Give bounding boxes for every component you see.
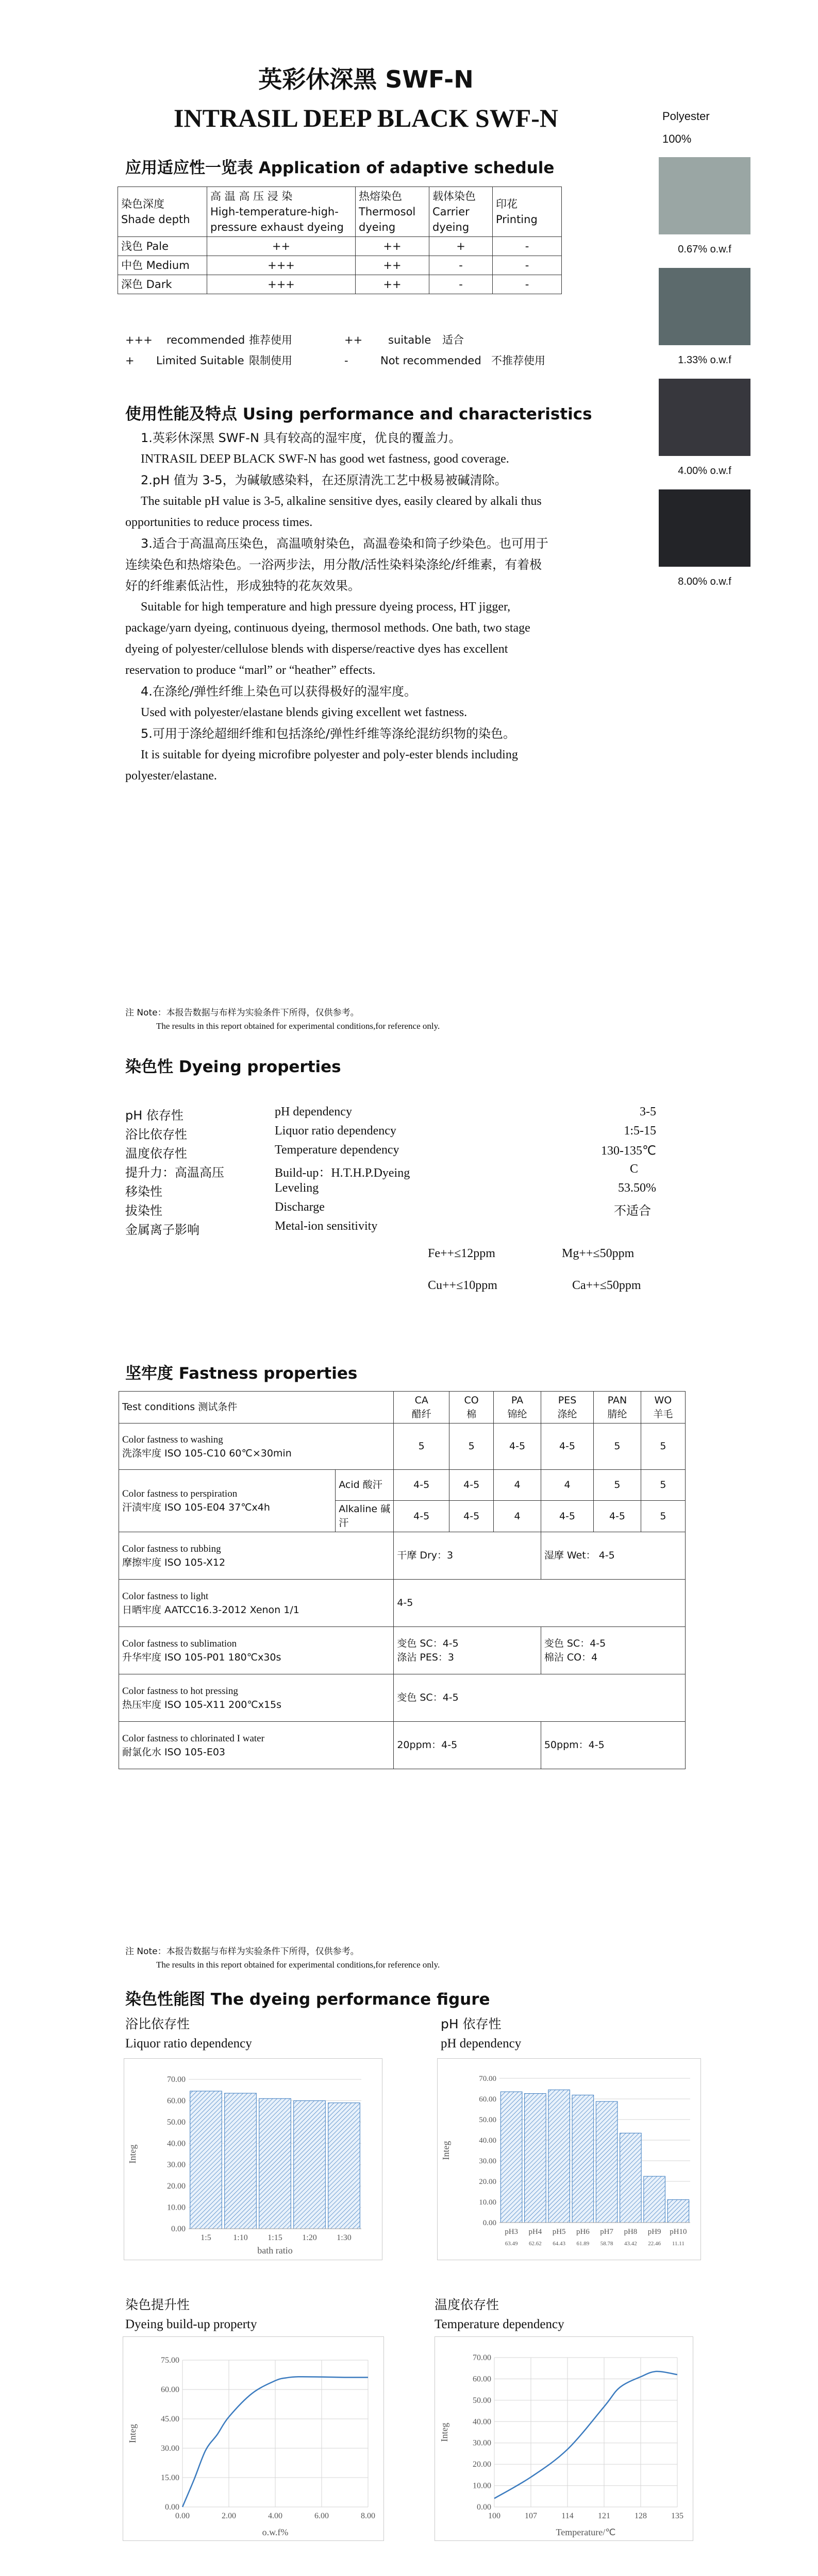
y-tick-label: 0.00 — [482, 2219, 496, 2227]
table-cell: Acid 酸汗 — [336, 1470, 394, 1501]
dyeing-heading: 染色性 Dyeing properties — [125, 1058, 341, 1076]
legend-row: + Limited Suitable 限制使用 - Not recommended 不推荐使用 — [125, 354, 545, 367]
swatch-4 — [659, 489, 750, 567]
schedule-header-row — [118, 187, 562, 237]
dyeing-row: 浴比依存性 Liquor ratio dependency 1:5-15 — [125, 1124, 656, 1142]
table-row — [118, 256, 562, 275]
table-row — [119, 1423, 686, 1470]
bar — [667, 2200, 689, 2223]
chart-ph-title: pH 依存性 pH dependency — [441, 2016, 522, 2050]
x-tick-label: 0.00 — [175, 2512, 190, 2520]
y-tick-label: 60.00 — [473, 2375, 491, 2384]
table-cell: - — [493, 237, 562, 256]
y-tick-label: 50.00 — [479, 2116, 496, 2124]
x-tick-label: pH6 — [576, 2228, 590, 2236]
table-cell: 变色 SC：4-5 棉沾 CO：4 — [541, 1627, 685, 1674]
chart-liquor-ratio — [124, 2058, 382, 2260]
table-cell: 4-5 — [394, 1501, 449, 1532]
bar — [620, 2133, 642, 2223]
table-row — [118, 237, 562, 256]
table-cell: 4-5 — [449, 1470, 494, 1501]
chart-buildup-title: 染色提升性 Dyeing build-up property — [125, 2297, 257, 2331]
y-tick-label: 50.00 — [473, 2396, 491, 2405]
x-tick-label: pH8 — [624, 2228, 638, 2236]
swatch-2-label: 1.33% o.w.f — [678, 354, 731, 366]
table-cell: PAN 腈纶 — [594, 1392, 641, 1423]
table-cell: 4 — [494, 1470, 541, 1501]
metal-cu: Cu++≤10ppm — [428, 1279, 497, 1292]
table-row — [118, 275, 562, 294]
table-cell: CO 棉 — [449, 1392, 494, 1423]
bar — [525, 2094, 546, 2223]
x-tick-label: 107 — [525, 2512, 537, 2520]
table-row — [119, 1580, 686, 1627]
metal-fe: Fe++≤12ppm — [428, 1247, 495, 1260]
table-row — [119, 1674, 686, 1722]
dyeing-row: pH 依存性 pH dependency 3-5 — [125, 1105, 656, 1123]
table-cell: - — [493, 256, 562, 275]
y-tick-label: 40.00 — [473, 2417, 491, 2427]
dyeing-row: 移染性 Leveling 53.50% — [125, 1181, 656, 1199]
swatch-heading-2: 100% — [662, 132, 692, 145]
metal-ca: Ca++≤50ppm — [572, 1279, 641, 1292]
paragraph: Used with polyester/elastane blends giving excellent wet fastness. — [141, 706, 468, 719]
table-cell: 4-5 — [449, 1501, 494, 1532]
y-tick-label: 75.00 — [161, 2356, 179, 2365]
y-tick-label: 40.00 — [167, 2139, 186, 2148]
table-cell: 4-5 — [541, 1423, 593, 1470]
swatch-heading-1: Polyester — [662, 110, 710, 123]
schedule-header-cell: 热熔染色 Thermosol dyeing — [356, 187, 429, 237]
schedule-header-cell: 染色深度 Shade depth — [118, 187, 207, 237]
swatch-2 — [659, 268, 750, 345]
bar — [225, 2093, 257, 2229]
y-tick-label: 30.00 — [161, 2444, 179, 2453]
paragraph: 3.适合于高温高压染色，高温喷射染色，高温卷染和筒子纱染色。也可用于连续染色和热熔染色。一浴两步法，用分散/活性染料染涤纶/纤维素，有着极好的纤维素低沾性，形成独特的花灰效果。 — [125, 536, 548, 593]
bar — [596, 2102, 617, 2223]
table-cell: Color fastness to sublimation 升华牢度 ISO 105-P01 180℃x30s — [119, 1627, 394, 1674]
x-tick-label: 114 — [561, 2512, 574, 2520]
y-tick-label: 10.00 — [473, 2481, 491, 2490]
swatch-3 — [659, 379, 750, 456]
table-cell: 4-5 — [394, 1580, 686, 1627]
table-cell: 干摩 Dry：3 — [394, 1532, 541, 1580]
schedule-legend — [125, 330, 589, 371]
table-cell: PES 涤纶 — [541, 1392, 593, 1423]
swatch-3-label: 4.00% o.w.f — [678, 465, 731, 477]
y-tick-label: 10.00 — [479, 2198, 496, 2207]
table-cell: 5 — [641, 1423, 685, 1470]
data-label: 22.46 — [648, 2241, 661, 2247]
y-axis-label: Integ — [127, 2424, 138, 2443]
table-cell: - — [429, 256, 493, 275]
dyeing-row: 提升力：高温高压 Build-up：H.T.H.P.Dyeing C — [125, 1162, 638, 1180]
swatch-1 — [659, 157, 750, 234]
paragraph: INTRASIL DEEP BLACK SWF-N has good wet fastness, good coverage. — [141, 452, 509, 466]
table-cell: Color fastness to chlorinated I water 耐氯化水 ISO 105-E03 — [119, 1722, 394, 1769]
x-tick-label: pH7 — [600, 2228, 614, 2236]
y-tick-label: 60.00 — [167, 2096, 186, 2106]
y-tick-label: 0.00 — [171, 2225, 186, 2233]
table-cell: 湿摩 Wet： 4-5 — [541, 1532, 685, 1580]
y-tick-label: 40.00 — [479, 2137, 496, 2145]
table-cell: Test conditions 测试条件 — [119, 1392, 394, 1423]
fastness-header-row — [119, 1392, 686, 1423]
note-line: The results in this report obtained for experimental conditions,for reference only. — [156, 1960, 440, 1970]
x-tick-label: 4.00 — [268, 2512, 282, 2520]
note-block — [125, 1006, 440, 1033]
table-cell: 5 — [641, 1501, 685, 1532]
table-cell: 4-5 — [494, 1423, 541, 1470]
table-cell: Alkaline 碱汗 — [336, 1501, 394, 1532]
bar — [259, 2098, 291, 2229]
chart-temperature — [435, 2336, 693, 2541]
y-tick-label: 70.00 — [167, 2075, 186, 2084]
schedule-table — [118, 187, 562, 294]
dyeing-row: 拔染性 Discharge 不适合 — [125, 1200, 651, 1218]
x-tick-label: pH5 — [552, 2228, 566, 2236]
x-tick-label: 1:5 — [201, 2233, 211, 2242]
chart-buildup — [123, 2336, 384, 2541]
table-cell: ++ — [356, 256, 429, 275]
bar — [328, 2103, 360, 2229]
table-cell: Color fastness to light 日晒牢度 AATCC16.3-2012 Xenon 1/1 — [119, 1580, 394, 1627]
table-cell: 4 — [541, 1470, 593, 1501]
x-tick-label: pH3 — [505, 2228, 519, 2236]
x-tick-label: 6.00 — [314, 2512, 329, 2520]
x-tick-label: pH10 — [670, 2228, 687, 2236]
metal-ion-values — [428, 1247, 660, 1303]
y-tick-label: 30.00 — [473, 2438, 491, 2448]
table-cell: - — [493, 275, 562, 294]
bar — [572, 2095, 594, 2223]
y-tick-label: 30.00 — [479, 2157, 496, 2165]
y-tick-label: 30.00 — [167, 2160, 186, 2170]
table-cell: 5 — [641, 1470, 685, 1501]
dyeing-row: 金属离子影响 Metal-ion sensitivity — [125, 1219, 378, 1237]
fastness-table — [119, 1391, 686, 1769]
note-block — [125, 1945, 440, 1972]
table-cell: Color fastness to washing 洗涤牢度 ISO 105-C10 60℃×30min — [119, 1423, 394, 1470]
y-tick-label: 0.00 — [477, 2503, 491, 2512]
table-cell: + — [429, 237, 493, 256]
schedule-header-cell: 载体染色 Carrier dyeing — [429, 187, 493, 237]
table-cell: Color fastness to hot pressing 热压牢度 ISO 105-X11 200℃x15s — [119, 1674, 394, 1722]
table-cell: 4-5 — [394, 1470, 449, 1501]
x-axis-label: o.w.f% — [262, 2527, 289, 2537]
table-cell: ++ — [207, 237, 356, 256]
y-axis-label: Integ — [439, 2422, 449, 2442]
table-cell: +++ — [207, 275, 356, 294]
legend-row: +++ recommended 推荐使用 ++ suitable 适合 — [125, 334, 464, 346]
paragraph: Suitable for high temperature and high pressure dyeing process, HT jigger, package/yarn dyeing, continuous dyeing, thermosol methods. One bath, two stage dyeing of polyester/cellulose blends with disperse/reactive dyes has excellent reservation to produce “marl” or “heather” effects. — [125, 600, 530, 677]
y-tick-label: 15.00 — [161, 2473, 179, 2482]
table-cell: 5 — [594, 1423, 641, 1470]
note-line: 注 Note：本报告数据与布样为实验条件下所得，仅供参考。 — [125, 1946, 359, 1957]
schedule-header-cell: 高 温 高 压 浸 染 High-temperature-high-pressure exhaust dyeing — [207, 187, 356, 237]
note-line: 注 Note：本报告数据与布样为实验条件下所得，仅供参考。 — [125, 1008, 359, 1018]
data-label: 43.42 — [624, 2241, 637, 2247]
series-line — [494, 2371, 677, 2499]
x-tick-label: 121 — [598, 2512, 610, 2520]
dyeing-list — [125, 1105, 656, 1239]
bar — [548, 2090, 570, 2223]
table-cell: 4-5 — [541, 1501, 593, 1532]
performance-heading: 使用性能及特点 Using performance and characteristics — [125, 405, 592, 423]
swatch-4-label: 8.00% o.w.f — [678, 576, 731, 587]
y-tick-label: 70.00 — [473, 2353, 491, 2362]
y-tick-label: 45.00 — [161, 2415, 179, 2424]
bar — [294, 2100, 326, 2229]
dyeing-row: 温度依存性 Temperature dependency 130-135℃ — [125, 1143, 656, 1161]
data-label: 62.62 — [529, 2241, 542, 2247]
table-row — [119, 1627, 686, 1674]
swatch-1-label: 0.67% o.w.f — [678, 244, 731, 255]
schedule-header-cell: 印花 Printing — [493, 187, 562, 237]
chart-ph-dependency — [437, 2058, 701, 2260]
table-cell: 浅色 Pale — [118, 237, 207, 256]
performance-text — [125, 428, 553, 787]
y-tick-label: 20.00 — [167, 2182, 186, 2191]
x-tick-label: 135 — [671, 2512, 683, 2520]
y-tick-label: 0.00 — [165, 2503, 179, 2512]
x-tick-label: 100 — [488, 2512, 500, 2520]
data-label: 58.78 — [600, 2241, 613, 2247]
table-cell: 4-5 — [594, 1501, 641, 1532]
y-tick-label: 70.00 — [479, 2075, 496, 2083]
y-axis-label: Integ — [127, 2144, 138, 2164]
table-cell: 50ppm：4-5 — [541, 1722, 685, 1769]
title-en: INTRASIL DEEP BLACK SWF-N — [174, 104, 558, 132]
x-tick-label: 1:20 — [302, 2233, 317, 2242]
paragraph: It is suitable for dyeing microfibre polyester and poly-ester blends including polyester/elastane. — [125, 748, 518, 783]
y-tick-label: 20.00 — [473, 2460, 491, 2469]
y-axis-label: Integ — [441, 2141, 451, 2160]
note-line: The results in this report obtained for experimental conditions,for reference only. — [156, 1021, 440, 1031]
schedule-heading: 应用适应性一览表 Application of adaptive schedule — [125, 159, 555, 177]
table-cell: 5 — [594, 1470, 641, 1501]
table-cell: Color fastness to perspiration 汗渍牢度 ISO 105-E04 37℃x4h — [119, 1470, 336, 1532]
table-cell: 5 — [449, 1423, 494, 1470]
x-tick-label: 128 — [635, 2512, 647, 2520]
y-tick-label: 20.00 — [479, 2178, 496, 2186]
table-cell: 20ppm：4-5 — [394, 1722, 541, 1769]
table-cell: CA 醋纤 — [394, 1392, 449, 1423]
bar — [500, 2092, 522, 2223]
paragraph: The suitable pH value is 3-5, alkaline sensitive dyes, easily cleared by alkali thus opportunities to reduce process times. — [125, 495, 542, 529]
x-axis-label: bath ratio — [257, 2245, 293, 2256]
table-cell: WO 羊毛 — [641, 1392, 685, 1423]
y-tick-label: 50.00 — [167, 2117, 186, 2127]
table-row — [119, 1470, 686, 1501]
paragraph: 2.pH 值为 3-5，为碱敏感染料，在还原清洗工艺中极易被碱清除。 — [141, 473, 507, 487]
y-tick-label: 60.00 — [161, 2385, 179, 2394]
data-label: 64.43 — [553, 2241, 565, 2247]
paragraph: 4.在涤纶/弹性纤维上染色可以获得极好的湿牢度。 — [141, 684, 416, 699]
table-cell: Color fastness to rubbing 摩擦牢度 ISO 105-X12 — [119, 1532, 394, 1580]
y-tick-label: 10.00 — [167, 2203, 186, 2212]
paragraph: 5.可用于涤纶超细纤维和包括涤纶/弹性纤维等涤纶混纺织物的染色。 — [141, 726, 515, 741]
x-tick-label: 1:30 — [337, 2233, 352, 2242]
fastness-heading: 坚牢度 Fastness properties — [125, 1364, 358, 1383]
table-cell: ++ — [356, 275, 429, 294]
x-tick-label: 1:10 — [233, 2233, 248, 2242]
chart-temp-title: 温度依存性 Temperature dependency — [435, 2297, 564, 2331]
table-cell: ++ — [356, 237, 429, 256]
x-axis-label: Temperature/℃ — [556, 2527, 616, 2537]
table-row — [119, 1532, 686, 1580]
chart-liquor-title: 浴比依存性 Liquor ratio dependency — [125, 2016, 252, 2050]
table-cell: PA 锦纶 — [494, 1392, 541, 1423]
table-cell: 变色 SC：4-5 — [394, 1674, 686, 1722]
x-tick-label: 8.00 — [361, 2512, 375, 2520]
table-cell: 4 — [494, 1501, 541, 1532]
table-cell: - — [429, 275, 493, 294]
table-cell: 变色 SC：4-5 涤沾 PES：3 — [394, 1627, 541, 1674]
x-tick-label: pH4 — [528, 2228, 542, 2236]
title-cn: 英彩休深黑 SWF-N — [258, 65, 474, 93]
table-cell: 中色 Medium — [118, 256, 207, 275]
bar — [190, 2091, 222, 2229]
paragraph: 1.英彩休深黑 SWF-N 具有较高的湿牢度，优良的覆盖力。 — [141, 431, 461, 445]
x-tick-label: 1:15 — [268, 2233, 282, 2242]
metal-mg: Mg++≤50ppm — [562, 1247, 635, 1260]
table-cell: +++ — [207, 256, 356, 275]
table-row — [119, 1722, 686, 1769]
x-tick-label: 2.00 — [222, 2512, 236, 2520]
data-label: 11.11 — [672, 2241, 685, 2247]
y-tick-label: 60.00 — [479, 2095, 496, 2104]
table-cell: 5 — [394, 1423, 449, 1470]
table-cell: 深色 Dark — [118, 275, 207, 294]
data-label: 61.89 — [576, 2241, 590, 2247]
x-tick-label: pH9 — [647, 2228, 661, 2236]
bar — [644, 2176, 665, 2223]
data-label: 63.49 — [505, 2241, 518, 2247]
figures-heading: 染色性能图 The dyeing performance figure — [125, 1990, 490, 2009]
